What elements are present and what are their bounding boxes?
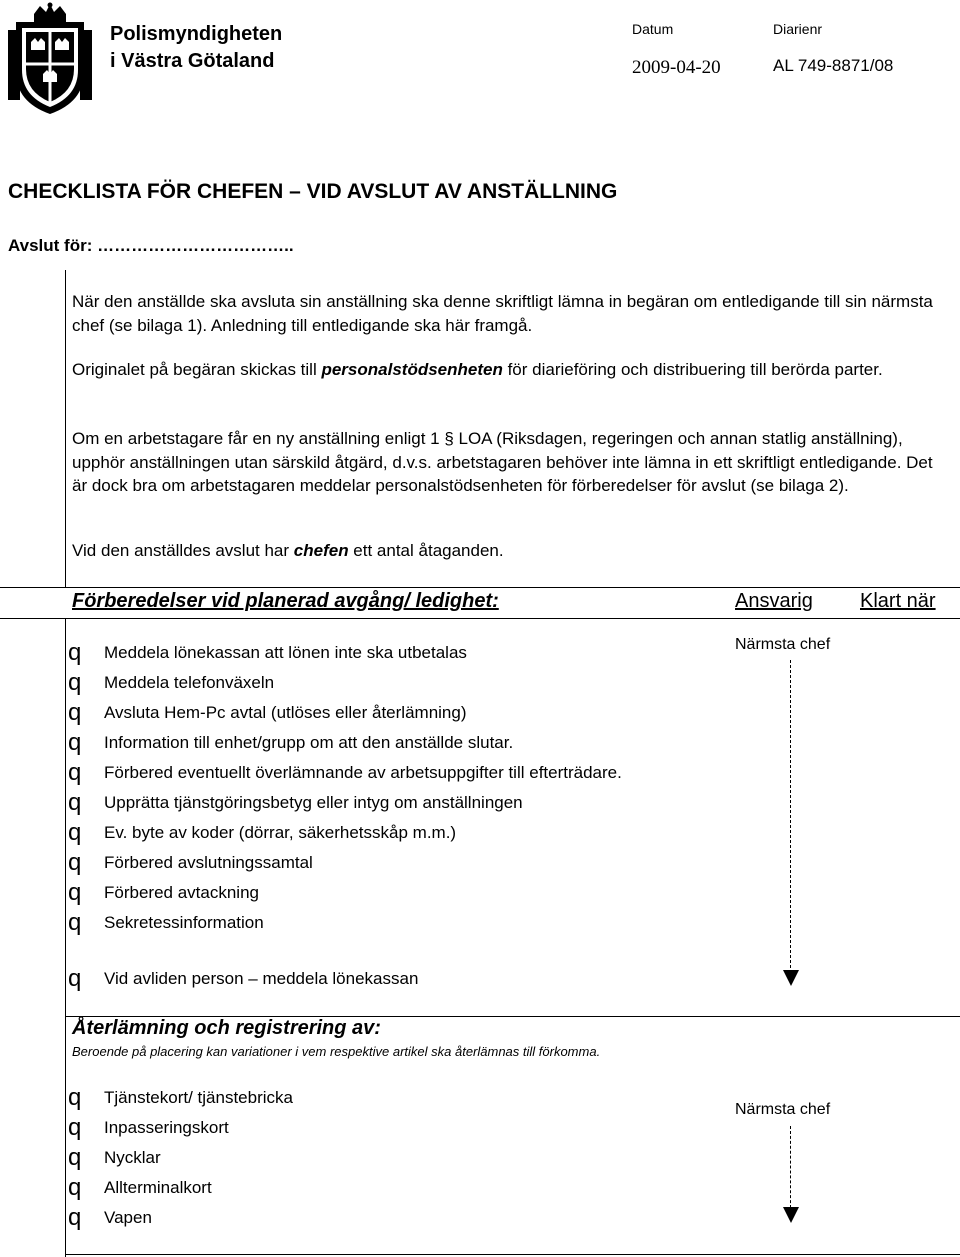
checklist-item[interactable]: q Information till enhet/grupp om att den anställde slutar. (68, 729, 514, 756)
return-item[interactable]: q Inpasseringskort (68, 1114, 229, 1141)
return-item[interactable]: q Vapen (68, 1204, 152, 1231)
checklist-item[interactable]: q Upprätta tjänstgöringsbetyg eller intyg om anställningen (68, 789, 523, 816)
checkbox-icon[interactable]: q (68, 1114, 82, 1141)
return-section-title: Återlämning och registrering av: (72, 1017, 381, 1039)
checklist-item[interactable]: q Meddela lönekassan att lönen inte ska utbetalas (68, 639, 467, 666)
return-item[interactable]: q Allterminalkort (68, 1174, 212, 1201)
date-value: 2009-04-20 (632, 57, 721, 78)
arrow-down-icon (783, 970, 799, 986)
checklist-item[interactable]: q Förbered eventuellt överlämnande av arbetsuppgifter till efterträdare. (68, 759, 622, 786)
checkbox-icon[interactable]: q (68, 819, 82, 846)
responsibility-dashed-line-1 (790, 660, 791, 968)
checkbox-icon[interactable]: q (68, 669, 82, 696)
intro-paragraph-2: Originalet på begäran skickas till personalstödsenheten för diarieföring och distribuering till berörda parter. (72, 360, 883, 379)
checkbox-icon[interactable]: q (68, 639, 82, 666)
checkbox-icon[interactable]: q (68, 1204, 82, 1231)
chefen-emphasis: chefen (293, 541, 349, 560)
return-item[interactable]: q Nycklar (68, 1144, 161, 1171)
org-name-line2: i Västra Götaland (110, 50, 275, 72)
table-left-border (65, 618, 66, 1257)
table-bottom-border (65, 1254, 960, 1255)
ansvarig-column-header: Ansvarig (735, 590, 813, 612)
arrow-down-icon (783, 1207, 799, 1223)
diarienr-label: Diarienr (773, 21, 823, 37)
checkbox-icon[interactable]: q (68, 1144, 82, 1171)
checklist-item[interactable]: q Sekretessinformation (68, 909, 264, 936)
responsibility-dashed-line-2 (790, 1126, 791, 1208)
date-label: Datum (632, 21, 674, 37)
police-coat-of-arms-icon (6, 2, 94, 117)
header-bottom-border (0, 618, 960, 619)
police-logo (6, 2, 94, 117)
intro-paragraph-4: Vid den anställdes avslut har chefen ett antal åtaganden. (72, 541, 504, 560)
checkbox-icon[interactable]: q (68, 849, 82, 876)
intro-paragraph-3: Om en arbetstagare får en ny anställning enligt 1 § LOA (Riksdagen, regeringen och annan statlig anställning), upphör anställningen utan särskild åtgärd, d.v.s. arbetstagaren behöver inte lämna in ett skriftligt entledigande. Det är dock bra om arbetstagaren meddelar personalstödsenheten för förberedelser för avslut (se bilaga 2). (72, 429, 933, 495)
checkbox-icon[interactable]: q (68, 965, 82, 992)
checklist-item-deceased[interactable]: q Vid avliden person – meddela lönekassan (68, 965, 419, 992)
avslut-for-line: Avslut för: …………………………….. (8, 236, 294, 255)
prep-column-header: Förberedelser vid planerad avgång/ ledighet: (72, 590, 499, 612)
table-left-border-top (65, 270, 66, 588)
checklist-item[interactable]: q Meddela telefonväxeln (68, 669, 275, 696)
klart-column-header: Klart när (860, 590, 936, 612)
responsible-label-2: Närmsta chef (735, 1101, 831, 1118)
checklist-item[interactable]: q Avsluta Hem-Pc avtal (utlöses eller återlämning) (68, 699, 467, 726)
checkbox-icon[interactable]: q (68, 759, 82, 786)
checklist-item[interactable]: q Förbered avtackning (68, 879, 259, 906)
checklist-item[interactable]: q Ev. byte av koder (dörrar, säkerhetsskåp m.m.) (68, 819, 457, 846)
checkbox-icon[interactable]: q (68, 1174, 82, 1201)
return-item[interactable]: q Tjänstekort/ tjänstebricka (68, 1084, 293, 1111)
intro-paragraph-1: När den anställde ska avsluta sin anställning ska denne skriftligt lämna in begäran om entledigande till sin närmsta chef (se bilaga 1). Anledning till entledigande ska här framgå. (72, 292, 933, 335)
org-name-line1: Polismyndigheten (110, 23, 283, 45)
checklist-item[interactable]: q Förbered avslutningssamtal (68, 849, 313, 876)
checkbox-icon[interactable]: q (68, 729, 82, 756)
checkbox-icon[interactable]: q (68, 1084, 82, 1111)
checkbox-icon[interactable]: q (68, 789, 82, 816)
diarienr-value: AL 749-8871/08 (773, 56, 894, 75)
header-top-border (0, 587, 960, 588)
return-section-note: Beroende på placering kan variationer i vem respektive artikel ska återlämnas till förkomma. (72, 1044, 601, 1059)
responsible-label-1: Närmsta chef (735, 636, 831, 653)
checkbox-icon[interactable]: q (68, 909, 82, 936)
document-title: CHECKLISTA FÖR CHEFEN – VID AVSLUT AV ANSTÄLLNING (8, 180, 618, 203)
personalstodsenheten-emphasis: personalstödsenheten (321, 360, 503, 379)
checkbox-icon[interactable]: q (68, 879, 82, 906)
checkbox-icon[interactable]: q (68, 699, 82, 726)
